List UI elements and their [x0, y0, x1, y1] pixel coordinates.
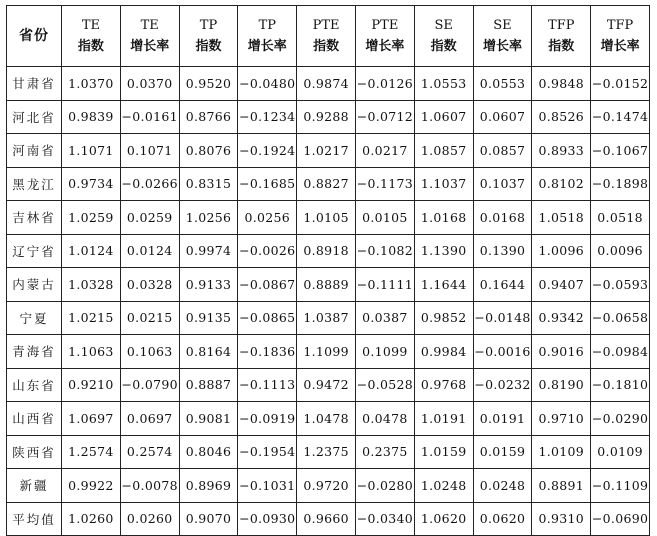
value-cell: −0.0712 [355, 100, 414, 134]
value-cell: 0.0105 [355, 201, 414, 235]
province-cell: 吉林省 [7, 201, 62, 235]
value-cell: 1.0256 [179, 201, 238, 235]
value-cell: 1.0328 [62, 268, 121, 302]
value-cell: 0.0256 [238, 201, 297, 235]
value-cell: 1.0518 [532, 201, 591, 235]
value-cell: 1.1644 [414, 268, 473, 302]
value-cell: −0.0528 [355, 368, 414, 402]
value-cell: −0.0865 [238, 301, 297, 335]
value-cell: 0.9070 [179, 502, 238, 536]
value-cell: 0.0168 [473, 201, 532, 235]
column-header [238, 6, 297, 67]
column-header-metric: TP [258, 18, 276, 33]
value-cell: 1.2375 [297, 435, 356, 469]
value-cell: 0.0248 [473, 469, 532, 503]
value-cell: −0.0930 [238, 502, 297, 536]
value-cell: 1.0259 [62, 201, 121, 235]
value-cell: 1.0387 [297, 301, 356, 335]
value-cell: 1.0370 [62, 67, 121, 101]
column-header-metric: TFP [548, 18, 575, 33]
column-header-kind: 指数 [430, 39, 457, 54]
value-cell: 0.0328 [120, 268, 179, 302]
value-cell: 0.9984 [414, 335, 473, 369]
value-cell: 0.9135 [179, 301, 238, 335]
value-cell: 0.0260 [120, 502, 179, 536]
value-cell: −0.0690 [591, 502, 650, 536]
table-header-row [7, 6, 650, 67]
value-cell: 1.0096 [532, 234, 591, 268]
value-cell: 0.0096 [591, 234, 650, 268]
column-header-kind: 增长率 [600, 39, 640, 54]
column-header-kind: 增长率 [365, 39, 405, 54]
province-cell: 平均值 [7, 502, 62, 536]
province-cell: 甘肃省 [7, 67, 62, 101]
value-cell: 0.9874 [297, 67, 356, 101]
table-row [7, 368, 650, 402]
column-header-metric: PTE [312, 18, 340, 33]
value-cell: 0.9710 [532, 402, 591, 436]
value-cell: −0.1954 [238, 435, 297, 469]
value-cell: −0.0984 [591, 335, 650, 369]
efficiency-index-table [6, 5, 650, 536]
value-cell: −0.1113 [238, 368, 297, 402]
value-cell: 0.8102 [532, 167, 591, 201]
value-cell: 1.0248 [414, 469, 473, 503]
value-cell: 1.2574 [62, 435, 121, 469]
value-cell: 0.9922 [62, 469, 121, 503]
value-cell: 0.9852 [414, 301, 473, 335]
value-cell: −0.0152 [591, 67, 650, 101]
table-row [7, 134, 650, 168]
value-cell: 0.8889 [297, 268, 356, 302]
value-cell: 0.0857 [473, 134, 532, 168]
column-header-metric: PTE [371, 18, 399, 33]
value-cell: 0.0370 [120, 67, 179, 101]
value-cell: 0.9974 [179, 234, 238, 268]
value-cell: 0.0607 [473, 100, 532, 134]
column-header [473, 6, 532, 67]
value-cell: 0.0518 [591, 201, 650, 235]
value-cell: 0.0159 [473, 435, 532, 469]
value-cell: −0.0867 [238, 268, 297, 302]
value-cell: −0.1082 [355, 234, 414, 268]
value-cell: 0.8076 [179, 134, 238, 168]
value-cell: 0.0217 [355, 134, 414, 168]
province-cell: 内蒙古 [7, 268, 62, 302]
value-cell: 0.9768 [414, 368, 473, 402]
table-row [7, 402, 650, 436]
province-cell: 山西省 [7, 402, 62, 436]
value-cell: 0.0109 [591, 435, 650, 469]
value-cell: 1.0215 [62, 301, 121, 335]
value-cell: 0.9210 [62, 368, 121, 402]
value-cell: −0.1810 [591, 368, 650, 402]
value-cell: 0.0387 [355, 301, 414, 335]
value-cell: 0.0478 [355, 402, 414, 436]
column-header-metric: SE [434, 18, 453, 33]
column-header-kind: 指数 [313, 39, 340, 54]
value-cell: 0.2375 [355, 435, 414, 469]
value-cell: −0.0016 [473, 335, 532, 369]
value-cell: −0.0078 [120, 469, 179, 503]
value-cell: 1.0697 [62, 402, 121, 436]
province-cell: 宁夏 [7, 301, 62, 335]
column-header [414, 6, 473, 67]
column-header [591, 6, 650, 67]
province-column-header: 省份 [7, 6, 62, 67]
value-cell: 0.8887 [179, 368, 238, 402]
value-cell: 1.0857 [414, 134, 473, 168]
value-cell: 0.1644 [473, 268, 532, 302]
value-cell: 0.9407 [532, 268, 591, 302]
value-cell: 0.9839 [62, 100, 121, 134]
value-cell: −0.1234 [238, 100, 297, 134]
value-cell: 0.9288 [297, 100, 356, 134]
value-cell: 0.8933 [532, 134, 591, 168]
column-header [120, 6, 179, 67]
value-cell: −0.1031 [238, 469, 297, 503]
value-cell: 0.8046 [179, 435, 238, 469]
value-cell: −0.1836 [238, 335, 297, 369]
value-cell: 0.0697 [120, 402, 179, 436]
value-cell: 0.8969 [179, 469, 238, 503]
value-cell: 0.9734 [62, 167, 121, 201]
column-header-metric: TFP [606, 18, 634, 33]
column-header [532, 6, 591, 67]
value-cell: 0.1099 [355, 335, 414, 369]
value-cell: 0.2574 [120, 435, 179, 469]
value-cell: −0.1685 [238, 167, 297, 201]
value-cell: −0.0266 [120, 167, 179, 201]
province-cell: 陕西省 [7, 435, 62, 469]
value-cell: 0.8164 [179, 335, 238, 369]
column-header-kind: 增长率 [482, 39, 522, 54]
province-cell: 新疆 [7, 469, 62, 503]
column-header [355, 6, 414, 67]
column-header-kind: 指数 [195, 39, 222, 54]
value-cell: 0.9016 [532, 335, 591, 369]
value-cell: −0.1109 [591, 469, 650, 503]
value-cell: −0.0148 [473, 301, 532, 335]
province-cell: 辽宁省 [7, 234, 62, 268]
value-cell: 1.0124 [62, 234, 121, 268]
column-header-kind: 增长率 [130, 39, 170, 54]
value-cell: −0.1924 [238, 134, 297, 168]
value-cell: 0.0124 [120, 234, 179, 268]
value-cell: 0.8190 [532, 368, 591, 402]
column-header-kind: 增长率 [247, 39, 287, 54]
value-cell: 1.0620 [414, 502, 473, 536]
value-cell: −0.0340 [355, 502, 414, 536]
value-cell: 0.9081 [179, 402, 238, 436]
value-cell: 1.1037 [414, 167, 473, 201]
value-cell: −0.0280 [355, 469, 414, 503]
value-cell: 0.9472 [297, 368, 356, 402]
table-row [7, 201, 650, 235]
province-cell: 青海省 [7, 335, 62, 369]
table-row [7, 100, 650, 134]
value-cell: 1.1099 [297, 335, 356, 369]
column-header-kind: 指数 [548, 39, 575, 54]
value-cell: 0.8918 [297, 234, 356, 268]
value-cell: 1.0168 [414, 201, 473, 235]
value-cell: 0.0191 [473, 402, 532, 436]
value-cell: −0.0480 [238, 67, 297, 101]
value-cell: −0.0232 [473, 368, 532, 402]
table-row [7, 268, 650, 302]
province-cell: 河南省 [7, 134, 62, 168]
value-cell: 1.0105 [297, 201, 356, 235]
column-header [297, 6, 356, 67]
value-cell: 1.0191 [414, 402, 473, 436]
column-header-metric: TP [199, 18, 218, 33]
column-header-metric: TE [81, 18, 100, 33]
value-cell: 1.0478 [297, 402, 356, 436]
value-cell: 0.8315 [179, 167, 238, 201]
province-cell: 黑龙江 [7, 167, 62, 201]
table-row [7, 167, 650, 201]
table-row [7, 435, 650, 469]
table-row [7, 234, 650, 268]
column-header-kind: 指数 [77, 39, 104, 54]
value-cell: −0.0161 [120, 100, 179, 134]
value-cell: 0.9720 [297, 469, 356, 503]
table-row [7, 67, 650, 101]
value-cell: 0.0620 [473, 502, 532, 536]
value-cell: −0.0026 [238, 234, 297, 268]
column-header [179, 6, 238, 67]
value-cell: 0.8827 [297, 167, 356, 201]
value-cell: −0.0919 [238, 402, 297, 436]
value-cell: 0.1037 [473, 167, 532, 201]
data-table-container [6, 5, 650, 536]
value-cell: −0.0790 [120, 368, 179, 402]
value-cell: −0.0658 [591, 301, 650, 335]
value-cell: −0.1898 [591, 167, 650, 201]
value-cell: 0.0553 [473, 67, 532, 101]
table-row [7, 502, 650, 536]
value-cell: 0.0259 [120, 201, 179, 235]
value-cell: 1.0553 [414, 67, 473, 101]
column-header-metric: TE [140, 18, 159, 33]
value-cell: 1.1071 [62, 134, 121, 168]
table-row [7, 469, 650, 503]
value-cell: 0.8891 [532, 469, 591, 503]
table-row [7, 335, 650, 369]
province-cell: 河北省 [7, 100, 62, 134]
province-cell: 山东省 [7, 368, 62, 402]
value-cell: 1.0109 [532, 435, 591, 469]
value-cell: −0.1474 [591, 100, 650, 134]
value-cell: 0.8526 [532, 100, 591, 134]
value-cell: −0.1173 [355, 167, 414, 201]
value-cell: 1.0607 [414, 100, 473, 134]
value-cell: 0.9520 [179, 67, 238, 101]
value-cell: 0.9342 [532, 301, 591, 335]
value-cell: 0.1071 [120, 134, 179, 168]
value-cell: 1.0159 [414, 435, 473, 469]
value-cell: 1.1063 [62, 335, 121, 369]
value-cell: 1.1390 [414, 234, 473, 268]
column-header-metric: SE [493, 18, 512, 33]
table-row [7, 301, 650, 335]
value-cell: 1.0260 [62, 502, 121, 536]
value-cell: 0.1063 [120, 335, 179, 369]
value-cell: 0.9848 [532, 67, 591, 101]
value-cell: −0.0126 [355, 67, 414, 101]
value-cell: −0.0290 [591, 402, 650, 436]
value-cell: 0.8766 [179, 100, 238, 134]
value-cell: −0.1111 [355, 268, 414, 302]
value-cell: 1.0217 [297, 134, 356, 168]
value-cell: −0.1067 [591, 134, 650, 168]
value-cell: 0.9660 [297, 502, 356, 536]
value-cell: 0.9133 [179, 268, 238, 302]
value-cell: −0.0593 [591, 268, 650, 302]
column-header [62, 6, 121, 67]
value-cell: 0.0215 [120, 301, 179, 335]
value-cell: 0.1390 [473, 234, 532, 268]
table-body [7, 67, 650, 536]
value-cell: 0.9310 [532, 502, 591, 536]
